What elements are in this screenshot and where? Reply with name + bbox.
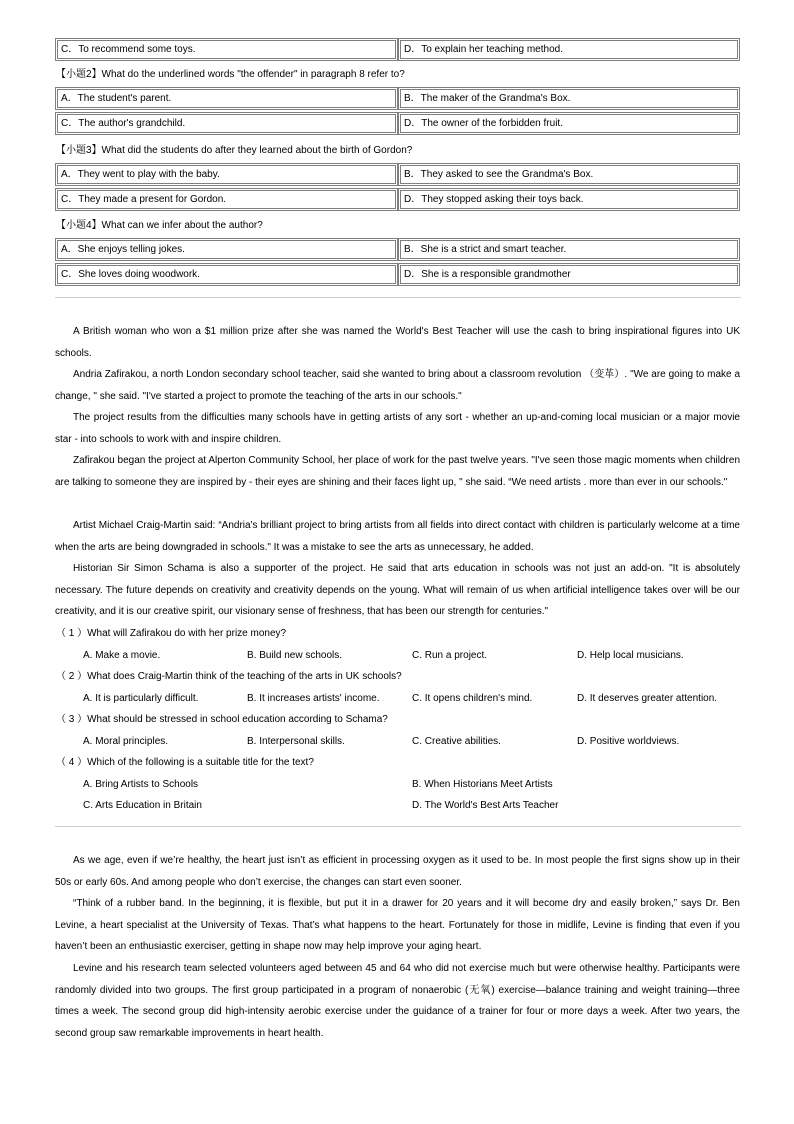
passage-paragraph: “Think of a rubber band. In the beginning, it is flexible, but put it in a drawer for 20 years and it will become dry and easily broken,” says Dr. Ben Levine, a heart specialist at the University of Texas. That’s what happens to the heart. Fortunately for those in midlife, Levine is finding that even if you haven’t been an enthusiastic exerciser, getting in shape now may help improve your aging heart. <box>55 898 740 953</box>
passage-paragraph: Andria Zafirakou, a north London secondary school teacher, said she wanted to bring about a classroom revolution （变革）. "We are going to make a change, " she said. "I've started a project to promote the teaching of the arts in our schools." <box>55 369 740 402</box>
option-d[interactable]: D．She is a responsible grandmother <box>398 263 740 286</box>
q1-options <box>55 38 740 61</box>
option-b[interactable]: B. When Historians Meet Artists <box>412 779 553 790</box>
option-c[interactable]: C．They made a present for Gordon. <box>55 188 398 211</box>
option-c[interactable]: C．To recommend some toys. <box>55 38 398 61</box>
q4-options <box>55 238 740 286</box>
option-d[interactable]: D. Help local musicians. <box>577 650 684 661</box>
question-2-stem: 【小题2】What do the underlined words "the offender" in paragraph 8 refer to? <box>56 69 405 80</box>
option-a[interactable]: A. It is particularly difficult. <box>83 693 199 704</box>
option-a[interactable]: A. Make a movie. <box>83 650 161 661</box>
option-d[interactable]: D．The owner of the forbidden fruit. <box>398 112 740 135</box>
option-b[interactable]: B. Build new schools. <box>247 650 343 661</box>
option-d[interactable]: D．To explain her teaching method. <box>398 38 740 61</box>
option-a[interactable]: A．She enjoys telling jokes. <box>55 238 398 261</box>
option-a[interactable]: A．The student's parent. <box>55 87 398 110</box>
q2-options <box>55 87 740 135</box>
divider <box>55 826 741 827</box>
option-b[interactable]: B．She is a strict and smart teacher. <box>398 238 740 261</box>
divider <box>55 297 741 298</box>
option-d[interactable]: D．They stopped asking their toys back. <box>398 188 740 211</box>
passage-paragraph: The project results from the difficulties many schools have in getting artists of any sort - whether an up-and-coming local musician or a major movie star - into schools to work with and inspire children. <box>55 412 740 445</box>
passage-paragraph: Zafirakou began the project at Alperton Community School, her place of work for the past twelve years. "I've seen those magic moments when children are talking to someone they are inspired by - their eyes are shining and their faces light up, " she said. “We need artists . more than ever in our schools." <box>55 455 740 488</box>
option-c[interactable]: C. Run a project. <box>412 650 488 661</box>
option-c[interactable]: C．She loves doing woodwork. <box>55 263 398 286</box>
passage-paragraph: As we age, even if we’re healthy, the heart just isn’t as efficient in processing oxygen as it used to be. In most people the first signs show up in their 50s or early 60s. And among people who don’t exercise, the changes can start even sooner. <box>55 855 740 888</box>
question-2-stem: （ 2 ）What does Craig-Martin think of the teaching of the arts in UK schools? <box>56 671 402 682</box>
question-4-stem: （ 4 ）Which of the following is a suitable title for the text? <box>56 757 314 768</box>
option-c[interactable]: C．The author's grandchild. <box>55 112 398 135</box>
question-1-stem: （ 1 ）What will Zafirakou do with her prize money? <box>56 628 287 639</box>
option-c[interactable]: C. It opens children's mind. <box>412 693 533 704</box>
option-b[interactable]: B. Interpersonal skills. <box>247 736 345 747</box>
option-d[interactable]: D. Positive worldviews. <box>577 736 680 747</box>
option-b[interactable]: B．They asked to see the Grandma's Box. <box>398 163 740 186</box>
option-a[interactable]: A. Bring Artists to Schools <box>83 779 199 790</box>
passage-paragraph: A British woman who won a $1 million prize after she was named the World's Best Teacher will use the cash to bring inspirational figures into UK schools. <box>55 326 740 359</box>
option-b[interactable]: B．The maker of the Grandma's Box. <box>398 87 740 110</box>
q3-options <box>55 163 740 211</box>
question-4-stem: 【小题4】What can we infer about the author? <box>56 220 263 231</box>
option-c[interactable]: C. Arts Education in Britain <box>83 800 202 811</box>
question-3-stem: 【小题3】What did the students do after they learned about the birth of Gordon? <box>56 145 413 156</box>
passage-paragraph: Artist Michael Craig-Martin said: “Andria's brilliant project to bring artists from all fields into direct contact with children is particularly welcome at a time when the arts are being downgraded in schools." It was a mistake to see the arts as unnecessary, he added. <box>55 520 740 553</box>
option-b[interactable]: B. It increases artists' income. <box>247 693 380 704</box>
question-3-stem: （ 3 ）What should be stressed in school education according to Schama? <box>56 714 388 725</box>
passage-paragraph: Levine and his research team selected volunteers aged between 45 and 64 who did not exercise much but were otherwise healthy. Participants were randomly divided into two groups. The first group participated in a program of nonaerobic (无氧) exercise—balance training and weight training—three times a week. The second group did high-intensity aerobic exercise under the guidance of a trainer for four or more days a week. After two years, the second group saw remarkable improvements in heart health. <box>55 963 740 1039</box>
option-d[interactable]: D. It deserves greater attention. <box>577 693 718 704</box>
option-d[interactable]: D. The World's Best Arts Teacher <box>412 800 559 811</box>
option-c[interactable]: C. Creative abilities. <box>412 736 501 747</box>
passage-paragraph: Historian Sir Simon Schama is also a supporter of the project. He said that arts education in schools was not just an add-on. "It is absolutely necessary. The future depends on creativity and creativity depends on the young. What will remain of us when artificial intelligence takes over will be our creativity, and it is our creative spirit, our visionary sense of freshness, that has been our strength for centuries." <box>55 563 740 618</box>
option-a[interactable]: A．They went to play with the baby. <box>55 163 398 186</box>
option-a[interactable]: A. Moral principles. <box>83 736 169 747</box>
